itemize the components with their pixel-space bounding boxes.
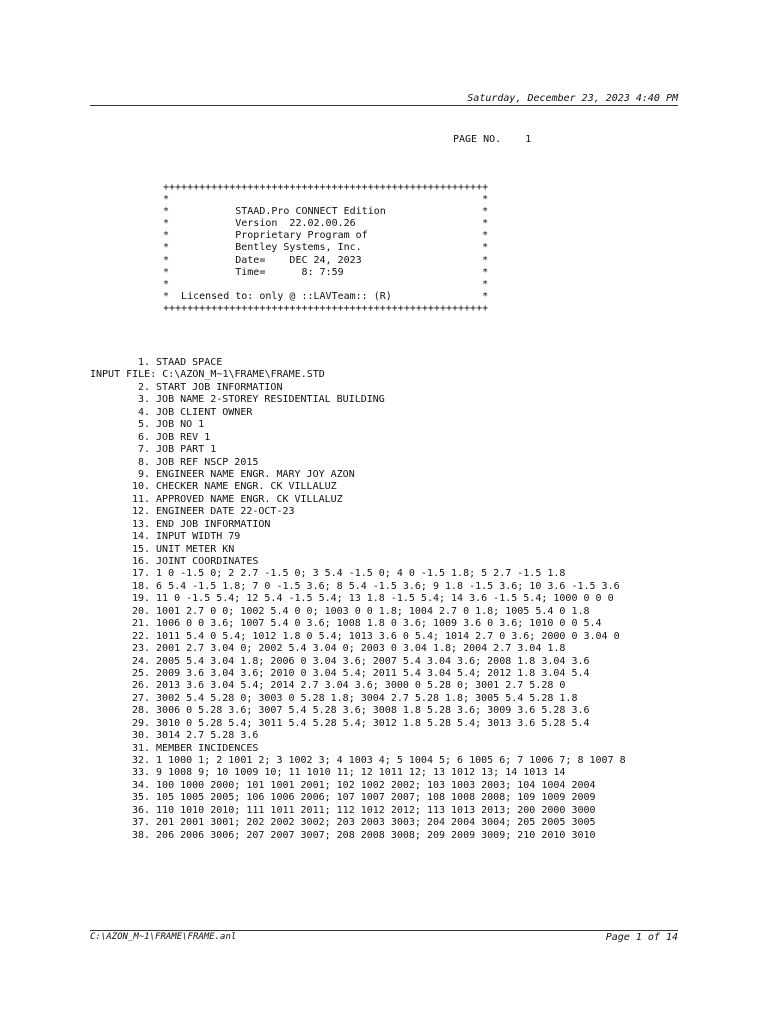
listing-line (90, 481, 626, 493)
line-number: 28. (131, 705, 150, 717)
line-number: 24. (131, 655, 150, 667)
line-number: 3. (137, 394, 150, 406)
footer-rule (90, 930, 678, 931)
listing-line (90, 767, 626, 779)
line-number: 30. (131, 730, 150, 742)
line-number: 36. (131, 804, 150, 816)
listing-line (90, 643, 626, 655)
line-text: INPUT FILE: C:\AZON_M~1\FRAME\FRAME.STD (90, 369, 325, 381)
line-text: 201 2001 3001; 202 2002 3002; 203 2003 3003; 204 2004 3004; 205 2005 3005 (156, 817, 596, 829)
banner-row: * Proprietary Program of * (163, 230, 489, 242)
line-number: 11. (131, 493, 150, 505)
program-banner (163, 182, 488, 315)
line-number: 31. (131, 742, 150, 754)
listing-line (90, 357, 626, 369)
line-text: APPROVED NAME ENGR. CK VILLALUZ (156, 493, 343, 505)
line-text: 3002 5.4 5.28 0; 3003 0 5.28 1.8; 3004 2.7 5.28 1.8; 3005 5.4 5.28 1.8 (156, 692, 578, 704)
listing-line (90, 755, 626, 767)
listing-line (90, 805, 626, 817)
banner-row: * Bentley Systems, Inc. * (163, 242, 489, 254)
line-text: ENGINEER DATE 22-OCT-23 (156, 506, 295, 518)
line-text: JOB PART 1 (156, 444, 217, 456)
line-text: START JOB INFORMATION (156, 381, 283, 393)
listing-line (90, 680, 626, 692)
input-listing (90, 357, 626, 842)
listing-line (90, 631, 626, 643)
line-number: 23. (131, 643, 150, 655)
line-number: 33. (131, 767, 150, 779)
line-text: MEMBER INCIDENCES (156, 742, 259, 754)
line-text: 9 1008 9; 10 1009 10; 11 1010 11; 12 1011 12; 13 1012 13; 14 1013 14 (156, 767, 566, 779)
line-number: 4. (137, 406, 150, 418)
listing-line (90, 394, 626, 406)
listing-line (90, 444, 626, 456)
listing-line (90, 693, 626, 705)
line-text: CHECKER NAME ENGR. CK VILLALUZ (156, 481, 337, 493)
line-number: 10. (131, 481, 150, 493)
line-text: 1 1000 1; 2 1001 2; 3 1002 3; 4 1003 4; 5 1004 5; 6 1005 6; 7 1006 7; 8 1007 8 (156, 755, 626, 766)
listing-line (90, 419, 626, 431)
listing-line (90, 656, 626, 668)
line-number: 1. (137, 357, 150, 368)
listing-line (90, 743, 626, 755)
line-number: 9. (137, 468, 150, 480)
line-number: 17. (131, 568, 150, 580)
line-number: 25. (131, 667, 150, 679)
banner-row: * * (163, 278, 489, 290)
banner-border-bottom: ++++++++++++++++++++++++++++++++++++++++++++++++++++++ (163, 302, 489, 314)
line-number: 6. (137, 431, 150, 443)
line-number: 7. (137, 444, 150, 456)
line-number: 29. (131, 717, 150, 729)
line-number: 18. (131, 580, 150, 592)
banner-rows (163, 194, 488, 303)
line-text: ENGINEER NAME ENGR. MARY JOY AZON (156, 468, 355, 480)
listing-line (90, 705, 626, 717)
listing-line (90, 730, 626, 742)
listing-line (90, 668, 626, 680)
line-number: 15. (131, 543, 150, 555)
listing-line (90, 519, 626, 531)
banner-row: * Date= DEC 24, 2023 * (163, 254, 489, 266)
line-text: INPUT WIDTH 79 (156, 531, 241, 543)
banner-row: * Time= 8: 7:59 * (163, 266, 489, 278)
page-number (453, 134, 531, 145)
line-number: 5. (137, 419, 150, 431)
line-text: 206 2006 3006; 207 2007 3007; 208 2008 3008; 209 2009 3009; 210 2010 3010 (156, 829, 596, 841)
line-number: 26. (131, 680, 150, 692)
listing-line (90, 792, 626, 804)
line-text: 2001 2.7 3.04 0; 2002 5.4 3.04 0; 2003 0 3.04 1.8; 2004 2.7 3.04 1.8 (156, 643, 566, 655)
line-text: 105 1005 2005; 106 1006 2006; 107 1007 2007; 108 1008 2008; 109 1009 2009 (156, 792, 596, 804)
listing-line (90, 568, 626, 580)
listing-line (90, 457, 626, 469)
line-number: 27. (131, 692, 150, 704)
line-text: 3006 0 5.28 3.6; 3007 5.4 5.28 3.6; 3008 1.8 5.28 3.6; 3009 3.6 5.28 3.6 (156, 705, 590, 717)
line-number: 32. (131, 755, 150, 766)
line-number: 8. (137, 456, 150, 468)
line-number: 38. (131, 829, 150, 841)
line-text: JOB NO 1 (156, 419, 205, 431)
line-text: 11 0 -1.5 5.4; 12 5.4 -1.5 5.4; 13 1.8 -1.5 5.4; 14 3.6 -1.5 5.4; 1000 0 0 0 (156, 593, 614, 605)
listing-line (90, 780, 626, 792)
line-text: UNIT METER KN (156, 543, 235, 555)
line-text: 2013 3.6 3.04 5.4; 2014 2.7 3.04 3.6; 3000 0 5.28 0; 3001 2.7 5.28 0 (156, 680, 566, 692)
listing-line (90, 382, 626, 394)
listing-line (90, 556, 626, 568)
banner-row: * Version 22.02.00.26 * (163, 218, 489, 230)
line-text: 1001 2.7 0 0; 1002 5.4 0 0; 1003 0 0 1.8; 1004 2.7 0 1.8; 1005 5.4 0 1.8 (156, 605, 590, 617)
line-number: 22. (131, 630, 150, 642)
page-number-label: PAGE NO. (453, 134, 502, 145)
line-text: 100 1000 2000; 101 1001 2001; 102 1002 2002; 103 1003 2003; 104 1004 2004 (156, 779, 596, 791)
listing-line (90, 718, 626, 730)
banner-row: * STAAD.Pro CONNECT Edition * (163, 206, 489, 218)
line-text: STAAD SPACE (156, 357, 223, 368)
listing-line (90, 432, 626, 444)
listing-line (90, 817, 626, 829)
line-number: 2. (137, 381, 150, 393)
line-number: 35. (131, 792, 150, 804)
header-rule (90, 105, 678, 106)
line-number: 13. (131, 518, 150, 530)
line-number: 12. (131, 506, 150, 518)
line-number: 34. (131, 779, 150, 791)
listing-line (90, 531, 626, 543)
line-number: 19. (131, 593, 150, 605)
header-datetime: Saturday, December 23, 2023 4:40 PM (467, 93, 678, 104)
line-text: 1011 5.4 0 5.4; 1012 1.8 0 5.4; 1013 3.6 0 5.4; 1014 2.7 0 3.6; 2000 0 3.04 0 (156, 630, 620, 642)
line-text: 6 5.4 -1.5 1.8; 7 0 -1.5 3.6; 8 5.4 -1.5 3.6; 9 1.8 -1.5 3.6; 10 3.6 -1.5 3.6 (156, 580, 620, 592)
line-text: 3014 2.7 5.28 3.6 (156, 730, 259, 742)
listing-line (90, 506, 626, 518)
line-number: 20. (131, 605, 150, 617)
line-text: 1 0 -1.5 0; 2 2.7 -1.5 0; 3 5.4 -1.5 0; 4 0 -1.5 1.8; 5 2.7 -1.5 1.8 (156, 568, 566, 580)
footer-page-count: Page 1 of 14 (605, 932, 678, 943)
line-text: 3010 0 5.28 5.4; 3011 5.4 5.28 5.4; 3012 1.8 5.28 5.4; 3013 3.6 5.28 5.4 (156, 717, 590, 729)
listing-line (90, 407, 626, 419)
line-text: JOINT COORDINATES (156, 556, 259, 567)
page-number-value: 1 (525, 134, 532, 145)
banner-row: * Licensed to: only @ ::LAVTeam:: (R) * (163, 290, 489, 302)
line-text: END JOB INFORMATION (156, 518, 271, 530)
banner-row: * * (163, 194, 489, 206)
line-text: JOB REF NSCP 2015 (156, 456, 259, 468)
footer-file-path: C:\AZON_M~1\FRAME\FRAME.anl (90, 932, 237, 942)
line-text: JOB CLIENT OWNER (156, 406, 253, 418)
line-text: 2009 3.6 3.04 3.6; 2010 0 3.04 5.4; 2011 5.4 3.04 5.4; 2012 1.8 3.04 5.4 (156, 667, 590, 679)
line-text: 2005 5.4 3.04 1.8; 2006 0 3.04 3.6; 2007 5.4 3.04 3.6; 2008 1.8 3.04 3.6 (156, 655, 590, 667)
listing-line (90, 581, 626, 593)
banner-border-top: ++++++++++++++++++++++++++++++++++++++++++++++++++++++ (163, 182, 489, 193)
line-text: 110 1010 2010; 111 1011 2011; 112 1012 2012; 113 1013 2013; 200 2000 3000 (156, 804, 596, 816)
listing-line (90, 369, 626, 381)
listing-line (90, 469, 626, 481)
listing-line (90, 618, 626, 630)
line-text: JOB NAME 2-STOREY RESIDENTIAL BUILDING (156, 394, 385, 406)
line-number: 14. (131, 531, 150, 543)
listing-line (90, 494, 626, 506)
listing-line (90, 593, 626, 605)
line-number: 37. (131, 817, 150, 829)
line-number: 21. (131, 618, 150, 630)
line-text: JOB REV 1 (156, 431, 211, 443)
line-text: 1006 0 0 3.6; 1007 5.4 0 3.6; 1008 1.8 0 3.6; 1009 3.6 0 3.6; 1010 0 0 5.4 (156, 618, 602, 630)
listing-line (90, 544, 626, 556)
listing-line (90, 830, 626, 842)
listing-line (90, 606, 626, 618)
line-number: 16. (131, 556, 150, 567)
